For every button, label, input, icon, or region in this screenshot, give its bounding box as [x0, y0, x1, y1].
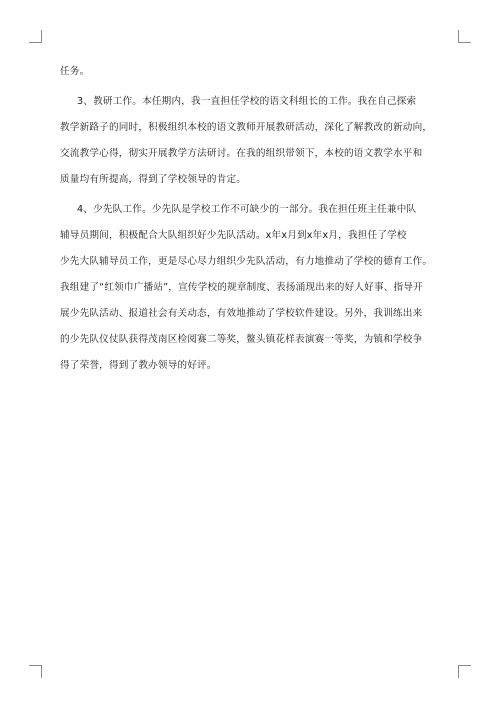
text-line: 得了荣誉，得到了教办领导的好评。	[60, 360, 217, 371]
text-line: 辅导员期间，积极配合大队组织好少先队活动。x年x月到x年x月，我担任了学校	[60, 230, 407, 241]
text-line: 少先大队辅导员工作，更是尽心尽力组织少先队活动，有力地推动了学校的德育工作。	[60, 256, 433, 267]
crop-mark-bottom-left	[29, 665, 42, 678]
crop-mark-top-left	[29, 30, 42, 43]
crop-mark-bottom-right	[458, 665, 471, 678]
text-line: 教学新路子的同时，积极组织本校的语文教师开展教研活动，深化了解教改的新动向，	[60, 122, 433, 133]
text-line: 的少先队仪仗队获得茂南区检阅赛二等奖，鳌头镇花样表演赛一等奖，为镇和学校争	[60, 334, 423, 345]
crop-mark-top-right	[458, 30, 471, 43]
section-heading-teaching-research: 3、教研工作。本任期内，我一直担任学校的语文科组长的工作。我在自己探索	[77, 96, 417, 107]
text-line: 质量均有所提高，得到了学校领导的肯定。	[60, 174, 247, 185]
text-line: 交流教学心得，彻实开展教学方法研讨。在我的组织带领下，本校的语文教学水平和	[60, 148, 423, 159]
text-line: 任务。	[60, 66, 90, 77]
text-line: 我组建了“红领巾广播站”，宣传学校的规章制度、表扬涌现出来的好人好事、指导开	[60, 282, 423, 293]
text-line: 展少先队活动、报道社会有关动态，有效地推动了学校软件建设。另外，我训练出来	[60, 308, 423, 319]
section-heading-young-pioneers: 4、少先队工作。少先队是学校工作不可缺少的一部分。我在担任班主任兼中队	[77, 204, 417, 215]
